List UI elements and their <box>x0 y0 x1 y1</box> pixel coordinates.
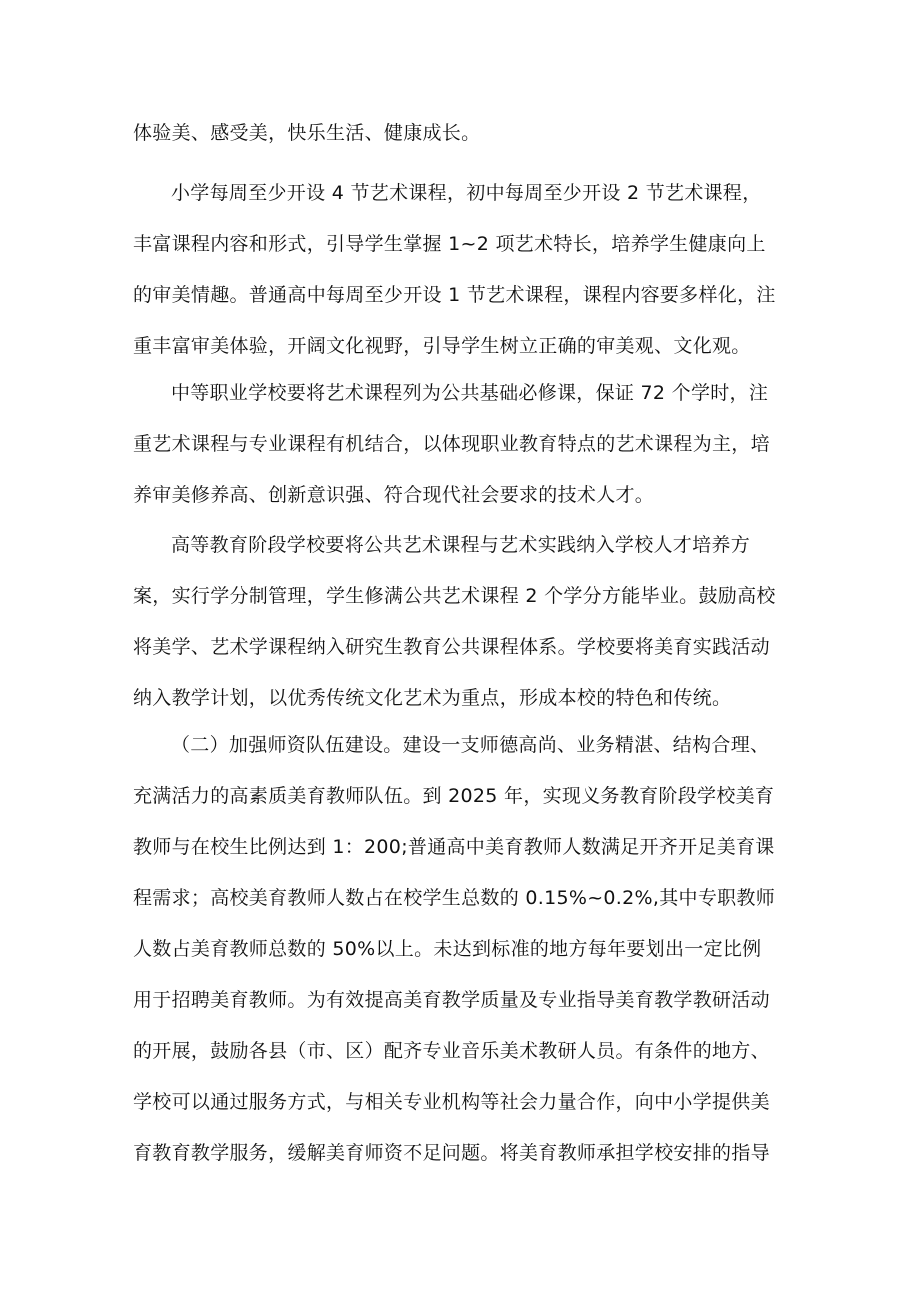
text-line: 高等教育阶段学校要将公共艺术课程与艺术实践纳入学校人才培养方 <box>171 534 751 556</box>
text-line: 养审美修养高、创新意识强、符合现代社会要求的技术人才。 <box>133 484 655 506</box>
text-line: 案，实行学分制管理，学生修满公共艺术课程 2 个学分方能毕业。鼓励高校 <box>133 585 776 607</box>
paragraph-teacher-team <box>133 720 793 1179</box>
text-line: 程需求；高校美育教师人数占在校学生总数的 0.15%~0.2%,其中专职教师 <box>133 887 776 909</box>
text-line: 丰富课程内容和形式，引导学生掌握 1~2 项艺术特长，培养学生健康向上 <box>133 233 766 255</box>
text-line: 充满活力的高素质美育教师队伍。到 2025 年，实现义务教育阶段学校美育 <box>133 785 775 807</box>
text-line: （二）加强师资队伍建设。建设一支师德高尚、业务精湛、结构合理、 <box>171 734 770 756</box>
text-line: 用于招聘美育教师。为有效提高美育教学质量及专业指导美育教学教研活动 <box>133 989 770 1011</box>
paragraph-vocational-school-art <box>133 368 793 521</box>
text-line: 重丰富审美体验，开阔文化视野，引导学生树立正确的审美观、文化观。 <box>133 335 751 357</box>
text-line: 纳入教学计划，以优秀传统文化艺术为重点，形成本校的特色和传统。 <box>133 687 732 709</box>
text-line: 的审美情趣。普通高中每周至少开设 1 节艺术课程，课程内容要多样化，注 <box>133 284 776 306</box>
text-line: 重艺术课程与专业课程有机结合，以体现职业教育特点的艺术课程为主，培 <box>133 433 770 455</box>
paragraph-primary-school-art <box>133 168 793 372</box>
text-line: 人数占美育教师总数的 50%以上。未达到标准的地方每年要划出一定比例 <box>133 938 762 960</box>
text-line: 教师与在校生比例达到 1：200;普通高中美育教师人数满足开齐开足美育课 <box>133 836 775 858</box>
text-line: 学校可以通过服务方式，与相关专业机构等社会力量合作，向中小学提供美 <box>133 1091 770 1113</box>
paragraph-continuation <box>133 108 793 159</box>
paragraph-higher-education-art <box>133 520 793 724</box>
text-line: 中等职业学校要将艺术课程列为公共基础必修课，保证 72 个学时，注 <box>171 382 769 404</box>
text-line: 体验美、感受美，快乐生活、健康成长。 <box>133 122 481 144</box>
text-line: 的开展，鼓励各县（市、区）配齐专业音乐美术教研人员。有条件的地方、 <box>133 1040 770 1062</box>
text-line: 小学每周至少开设 4 节艺术课程，初中每周至少开设 2 节艺术课程， <box>171 182 762 204</box>
text-line: 育教育教学服务，缓解美育师资不足问题。将美育教师承担学校安排的指导 <box>133 1142 770 1164</box>
text-line: 将美学、艺术学课程纳入研究生教育公共课程体系。学校要将美育实践活动 <box>133 636 770 658</box>
